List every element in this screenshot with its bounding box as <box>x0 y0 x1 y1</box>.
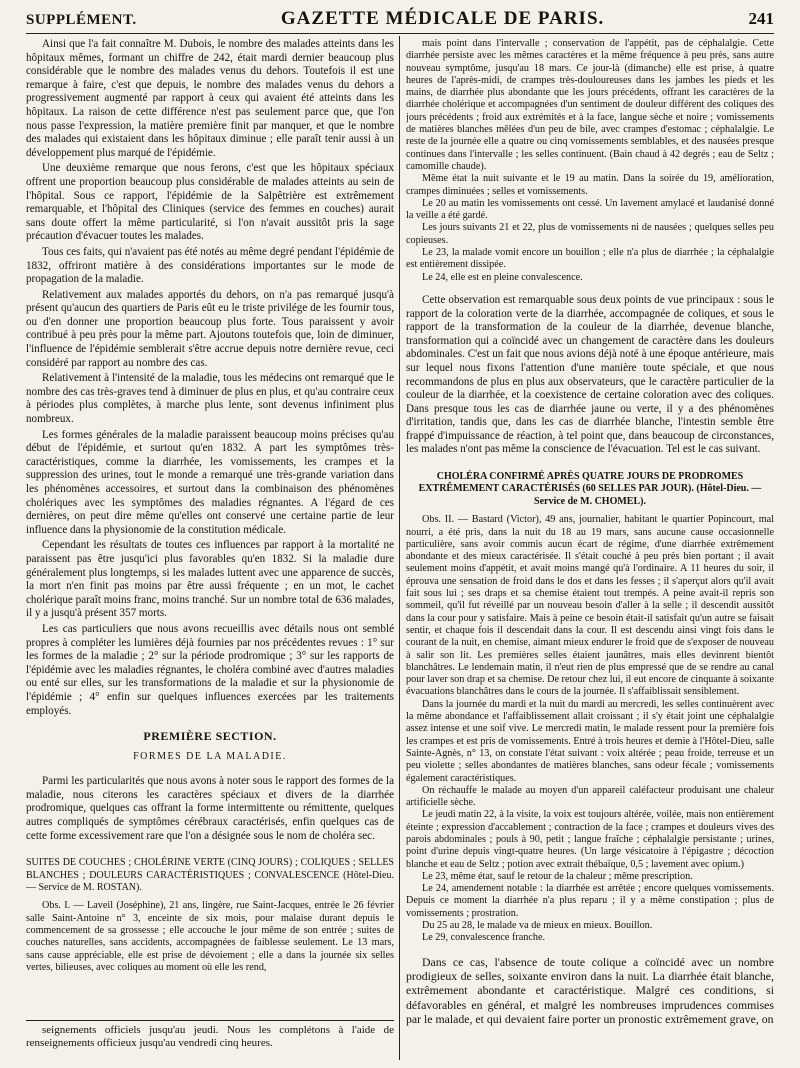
footnote: seignements officiels jusqu'au jeudi. Nous les complétons à l'aide de renseignements officieux jusqu'au vendredi cinq heures. <box>26 1024 394 1050</box>
footnote-rule <box>26 1020 394 1021</box>
observation-text: mais point dans l'intervalle ; conservation de l'appétit, pas de céphalalgie. Cette diarrhée persiste avec les mêmes caractères et la même fréquence à peu près, sans autre nouveau symptôme, jusqu'au 18 mars. Ce jour-là (dimanche) elle est prise, à quatre heures de l'après-midi, de crampes très-douloureuses dans les jambes les pieds et les mains, de diarrhée plus abondante que les jours précédents, offrant les caractères de la diarrhée cholérique et accompagnées d'un sentiment de douleur différent des coliques des jours précédents ; froid aux extrémités et à la face, langue sèche et noire ; vomissements de matières blanches mêlées d'un peu de bile, avec crampes d'estomac ; céphalalgie. Le reste de la journée elle a quatre ou cinq vomissements semblables, et des nausées presque continues dans l'intervalle ; les selles continuent. (Bain chaud à 42 degrés ; eau de Seltz ; camomille chaude). <box>406 38 774 172</box>
paragraph: Cependant les résultats de toutes ces influences par rapport à la mortalité ne paraissent pas être jusqu'ici plus favorables qu'en 1832. Si la maladie dure généralement plus longtemps, si les malades luttent avec une apparence de succès, la mort n'en finit pas moins par être aussi fréquente ; en un mot, le cachet cholérique paraît moins franc, moins tranché. Sur un nombre total de 636 malades, il y a jusqu'à présent 357 morts. <box>26 539 394 620</box>
section-subtitle: FORMES DE LA MALADIE. <box>133 750 287 762</box>
paragraph: Les cas particuliers que nous avons recueillis avec détails nous ont semblé propres à compléter les lumières déjà fournies par nos précédentes revues : 1° sur les formes de la maladie ; 2° sur la période prodromique ; 3° sur les rapports de l'épidémie avec les maladies régnantes, le choléra combiné avec d'autres maladies ou enté sur elles, sur les transformations de la maladie et sur la physionomie de l'épidémie ; 4° enfin sur quelques influences exercées par les traitements employés. <box>26 622 394 717</box>
paragraph: Ainsi que l'a fait connaître M. Dubois, le nombre des malades atteints dans les hôpitaux mêmes, formant un chiffre de 242, était mardi dernier beaucoup plus considérable que le nombre des malades venus du dehors. Toutefois il est une remarque à faire, c'est que depuis, le nombre des malades venus du dehors a progressivement augmenté par rapport à ceux qui avaient été atteints dans les hôpitaux. La raison de cette différence n'est pas seulement parce que, que l'on nous passe l'expression, la matière première finit par manquer, et que le nombre des malades qui existaient dans les hôpitaux diminue ; elle paraît tenir aussi à un développement plus marqué de l'épidémie. <box>26 38 394 159</box>
observation-text: Le 24, amendement notable : la diarrhée est arrêtée ; encore quelques vomissements. Depuis ce moment la diarrhée n'a plus reparu ; il y a même constipation ; plus de vomissements ; prostration. <box>406 883 774 919</box>
observation-text: Le 23, la malade vomit encore un bouillon ; elle n'a plus de diarrhée ; la céphalalgie est entièrement dissipée. <box>406 247 774 271</box>
observation-text: Même état la nuit suivante et le 19 au matin. Dans la soirée du 19, amélioration, crampes diminuées ; selles et vomissements. <box>406 173 774 197</box>
observation-text: Le 23, même état, sauf le retour de la chaleur ; même prescription. <box>422 870 693 882</box>
observation-text: Le 29, convalescence franche. <box>422 932 546 944</box>
paragraph: Relativement aux malades apportés du dehors, on n'a pas remarqué jusqu'à présent qu'aucun des quartiers de Paris eût eu le triste privilége de les fournir tous, ou d'en donner une proportion beaucoup plus forte. Tous paraissent y avoir contribué à peu près pour la même part. Ajoutons toutefois que, loin de diminuer, l'influence de l'épidémie semblerait s'être accrue depuis notre dernière revue, ceci considéré par rapport au nombre des cas. <box>26 288 394 369</box>
observation-text: Le 24, elle est en pleine convalescence. <box>422 271 583 283</box>
supplement-label: SUPPLÉMENT. <box>26 12 137 28</box>
observation-text: Les jours suivants 21 et 22, plus de vomissements ni de nausées ; quelques selles peu copieuses. <box>406 222 774 246</box>
page-header <box>26 8 774 32</box>
case-heading: SUITES DE COUCHES ; CHOLÉRINE VERTE (CINQ JOURS) ; COLIQUES ; SELLES BLANCHES ; DOULEURS CARACTÉRISTIQUES ; CONVALESCENCE (Hôtel-Dieu. — Service de M. ROSTAN). <box>26 857 394 894</box>
right-column <box>406 38 774 1060</box>
observation-text: Le 20 au matin les vomissements ont cessé. Un lavement amylacé et laudanisé donné la veille a été gardé. <box>406 197 774 222</box>
paragraph: Les formes générales de la maladie paraissent beaucoup moins précises qu'au début de l'épidémie, et surtout qu'en 1832. A part les symptômes très-caractéristiques, comme la diarrhée, les vomissements, les crampes et la suppression des urines, tout le monde a remarqué une très-grande variation dans les phénomènes accessoires, et surtout dans la combinaison des phénomènes cholériques avec les symptômes des maladies régnantes. A l'égard de ces dernières, on peut dire même qu'elles ont conservé une certaine partie de leur influence dans la physionomie de la constitution médicale. <box>26 428 394 536</box>
left-column <box>26 38 394 1022</box>
paragraph: Parmi les particularités que nous avons à noter sous le rapport des formes de la maladie, nous citerons les caractères spéciaux et divers de la diarrhée prodromique, quelques cas offrant la forme intermittente ou rémittente, quelques autres compliqués de symptômes cérébraux caractérisés, enfin quelques cas de cette forme excessivement rare que l'on a désignée sous le nom de choléra sec. <box>26 775 394 842</box>
case-heading: CHOLÉRA CONFIRMÉ APRÈS QUATRE JOURS DE PRODROMES EXTRÊMEMENT CARACTÉRISÉS (60 SELLES PAR JOUR). (Hôtel-Dieu. — Service de M. CHOMEL). <box>418 471 762 507</box>
observation-text: Du 25 au 28, le malade va de mieux en mieux. Bouillon. <box>422 920 653 932</box>
journal-title: GAZETTE MÉDICALE DE PARIS. <box>280 8 605 29</box>
paragraph: Une deuxième remarque que nous ferons, c'est que les hôpitaux spéciaux offrent une proportion beaucoup plus considérable de malades atteints au sein de l'hôpital. Sous ce rapport, l'épidémie de la Salpêtrière est extrêmement remarquable, et l'hôpital des Cliniques (service des femmes en couches) aurait sans doute offert la même particularité, si l'on n'avait aussitôt pris la sage précaution d'évacuer toutes les malades. <box>26 162 394 243</box>
observation-text: Dans la journée du mardi et la nuit du mardi au mercredi, les selles continuèrent avec la même abondance et l'affaiblissement allait croissant ; il s'y était joint une céphalalgie assez intense et une soif vive. Le mercredi matin, le malade ressent pour la première fois les crampes et est pris de vomissements. Entré à trois heures et demie à l'Hôtel-Dieu, salle Sainte-Agnès, n° 13, on constate l'état suivant : voix altérée ; peau froide, terreuse et un peu violette ; selles abondantes de matières blanches, sans odeur fécale ; vomissements également caractéristiques. <box>406 698 774 784</box>
observation-text: On réchauffe le malade au moyen d'un appareil caléfacteur produisant une chaleur artificielle sèche. <box>406 784 774 809</box>
header-rule <box>26 33 774 34</box>
observation-text: Obs. I. — Laveil (Joséphine), 21 ans, lingère, rue Saint-Jacques, entrée le 26 février salle Saint-Antoine n° 3, enceinte de six mois, pour malaise durant depuis le commencement de sa grossesse ; elle accouche le jour même de son entrée ; suites de couches naturelles, sans accidents, accompagnées de faiblesse seulement. Le 13 mars, sans cause appréciable, elle est prise de dévoiement ; elle a dans la journée six selles vertes, bilieuses, avec coliques au moment où elle les rend, <box>26 900 394 973</box>
paragraph: Cette observation est remarquable sous deux points de vue principaux : sous le rapport de la coloration verte de la diarrhée, accompagnée de coliques, et sous le rapport de la transformation de la couleur de la diarrhée, devenue blanche, transformation qui a coïncidé avec un changement de caractère dans les douleurs abdominales. C'est un fait que nous avions déjà noté à une époque antérieure, mais sur lequel nous fixons l'attention d'une manière toute spéciale, et que nous recommandons de plus en plus aux observateurs, que le caractère particulier de la couleur de la diarrhée, et la coexistence de certaine coloration avec des coliques. Dans presque tous les cas de diarrhée jaune ou verte, il y a des phénomènes d'irritation, tandis que, dans les cas de diarrhée blanche, l'intestin semble être frappé d'impuissance de réaction, à tel point que, dans beaucoup de circonstances, les malades n'ont pas même la conscience de l'évacuation. Tel est le cas suivant. <box>406 293 774 456</box>
observation-text: Le jeudi matin 22, à la visite, la voix est toujours altérée, voilée, mais non entièrement éteinte ; expression d'accablement ; contraction de la face ; crampes et douleurs vives des parois abdominales ; pouls à 90, petit ; langue fraîche ; céphalalgie persistante ; urines, point d'urine depuis vingt-quatre heures. (Un large vésicatoire à l'épigastre ; décoction blanche et eau de Seltz ; potion avec extrait thébaïque, 0,5 ; lavement avec opium.) <box>406 809 774 870</box>
column-divider <box>399 36 400 1060</box>
page-number: 241 <box>748 9 774 28</box>
paragraph: Tous ces faits, qui n'avaient pas été notés au même degré pendant l'épidémie de 1832, offriront matière à des considérations importantes sur le mode de propagation de la maladie. <box>26 245 394 286</box>
paragraph: Dans ce cas, l'absence de toute colique a coïncidé avec un nombre prodigieux de selles, soixante environ dans la nuit. La diarrhée était blanche, extrêmement abondante et caractéristique. Malgré ces conditions, si défavorables en général, et malgré les nombreuses imprudences commises par le malade, et qui devaient faire porter un pronostic extrêmement grave, on <box>406 954 774 1027</box>
paragraph: Relativement à l'intensité de la maladie, tous les médecins ont remarqué que le nombre des cas très-graves tend à diminuer de plus en plus, et qu'au contraire ceux à périodes plus complètes, à marche plus lente, sont devenus infiniment plus nombreux. <box>26 372 394 426</box>
section-title: PREMIÈRE SECTION. <box>143 729 277 744</box>
observation-text: Obs. II. — Bastard (Victor), 49 ans, journalier, habitant le quartier Popincourt, mal nourri, a été pris, dans la nuit du 18 au 19 mars, sans aucune cause occasionnelle particulière, sans avoir commis aucun écart de régime, d'une diarrhée extrêmement abondante et des mieux caractérisée. Il s'était couché à peu près bien portant ; il avait seulement moins d'appétit, et avait moins mangé qu'à l'ordinaire. A 11 heures du soir, il éprouva une sensation de froid dans le dos et dans les fesses ; il s'aperçut alors qu'il avait fait sous lui ; ses draps et sa chemise étaient tout trempés. A peine avait-il repris son sommeil, qu'il fut réveillé par un nouveau besoin d'aller à la selle ; il descendit aussitôt dans la cour pour y satisfaire. Mais à peine ce besoin était-il satisfait qu'un autre se faisait sentir, et chaque fois il descendait dans la cour. Il est descendu ainsi vingt fois dans le courant de la nuit, en chemise, aimant mieux endurer le froid que de s'exposer de nouveau à salir son lit. Les premières selles étaient jaunâtres, mais elles devinrent bientôt blanchâtres. Le lendemain matin, il n'eut rien de plus empressé que de se rendre au canal pour laver son drap et sa chemise. De retour chez lui, il eut encore de cinquante à soixante évacuations blanchâtres dans le cours de la journée. Il s'affaiblissait sensiblement. <box>406 514 774 698</box>
